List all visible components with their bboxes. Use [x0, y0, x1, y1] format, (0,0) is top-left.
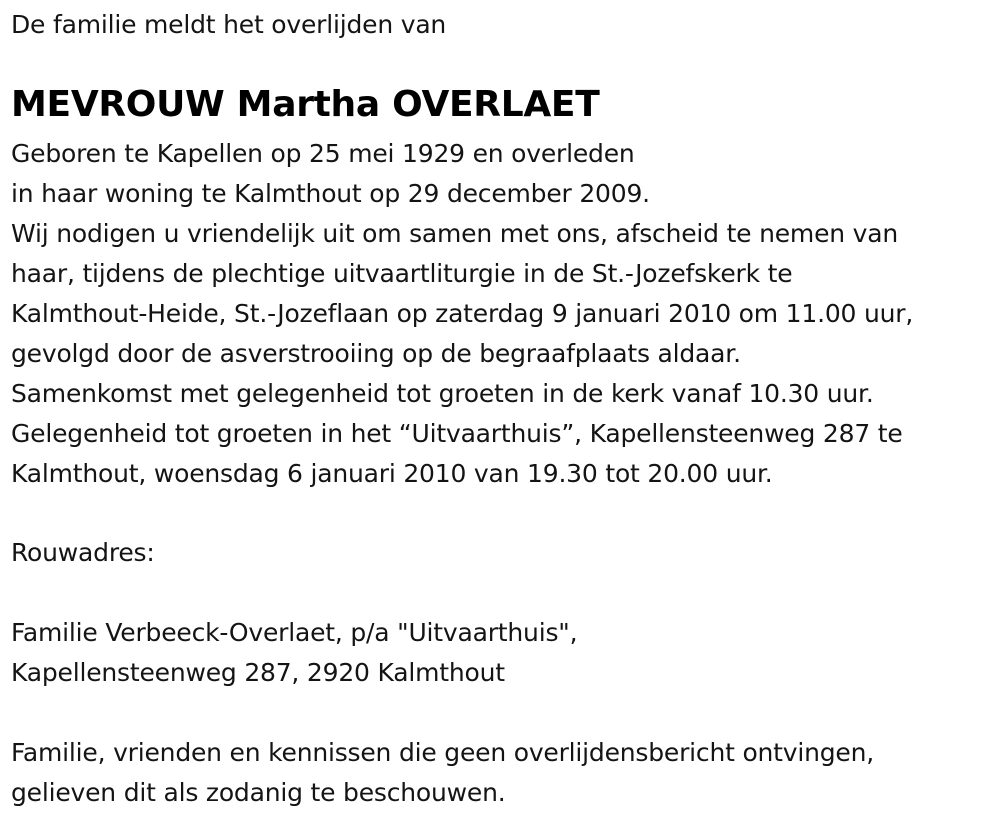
closing-note	[11, 733, 874, 813]
mourning-address	[11, 613, 577, 693]
address-line: Kapellensteenweg 287, 2920 Kalmthout	[11, 658, 505, 687]
body-line: Geboren te Kapellen op 25 mei 1929 en overleden	[11, 139, 635, 168]
body-line: in haar woning te Kalmthout op 29 december 2009.	[11, 179, 650, 208]
closing-line: Familie, vrienden en kennissen die geen overlijdensbericht ontvingen,	[11, 738, 875, 767]
notice-body	[11, 134, 913, 494]
intro-line: De familie meldt het overlijden van	[11, 10, 447, 39]
body-line: Wij nodigen u vriendelijk uit om samen met ons, afscheid te nemen van	[11, 219, 899, 248]
body-line: Kalmthout, woensdag 6 januari 2010 van 19.30 tot 20.00 uur.	[11, 459, 773, 488]
body-line: gevolgd door de asverstrooiing op de begraafplaats aldaar.	[11, 339, 741, 368]
address-line: Familie Verbeeck-Overlaet, p/a "Uitvaarthuis",	[11, 618, 578, 647]
body-line: haar, tijdens de plechtige uitvaartliturgie in de St.-Jozefskerk te	[11, 259, 793, 288]
body-line: Samenkomst met gelegenheid tot groeten in de kerk vanaf 10.30 uur.	[11, 379, 874, 408]
rouwadres-label: Rouwadres:	[11, 538, 155, 567]
body-line: Kalmthout-Heide, St.-Jozeflaan op zaterdag 9 januari 2010 om 11.00 uur,	[11, 299, 914, 328]
body-line: Gelegenheid tot groeten in het “Uitvaarthuis”, Kapellensteenweg 287 te	[11, 419, 903, 448]
deceased-name: MEVROUW Martha OVERLAET	[11, 84, 600, 125]
closing-line: gelieven dit als zodanig te beschouwen.	[11, 778, 506, 807]
